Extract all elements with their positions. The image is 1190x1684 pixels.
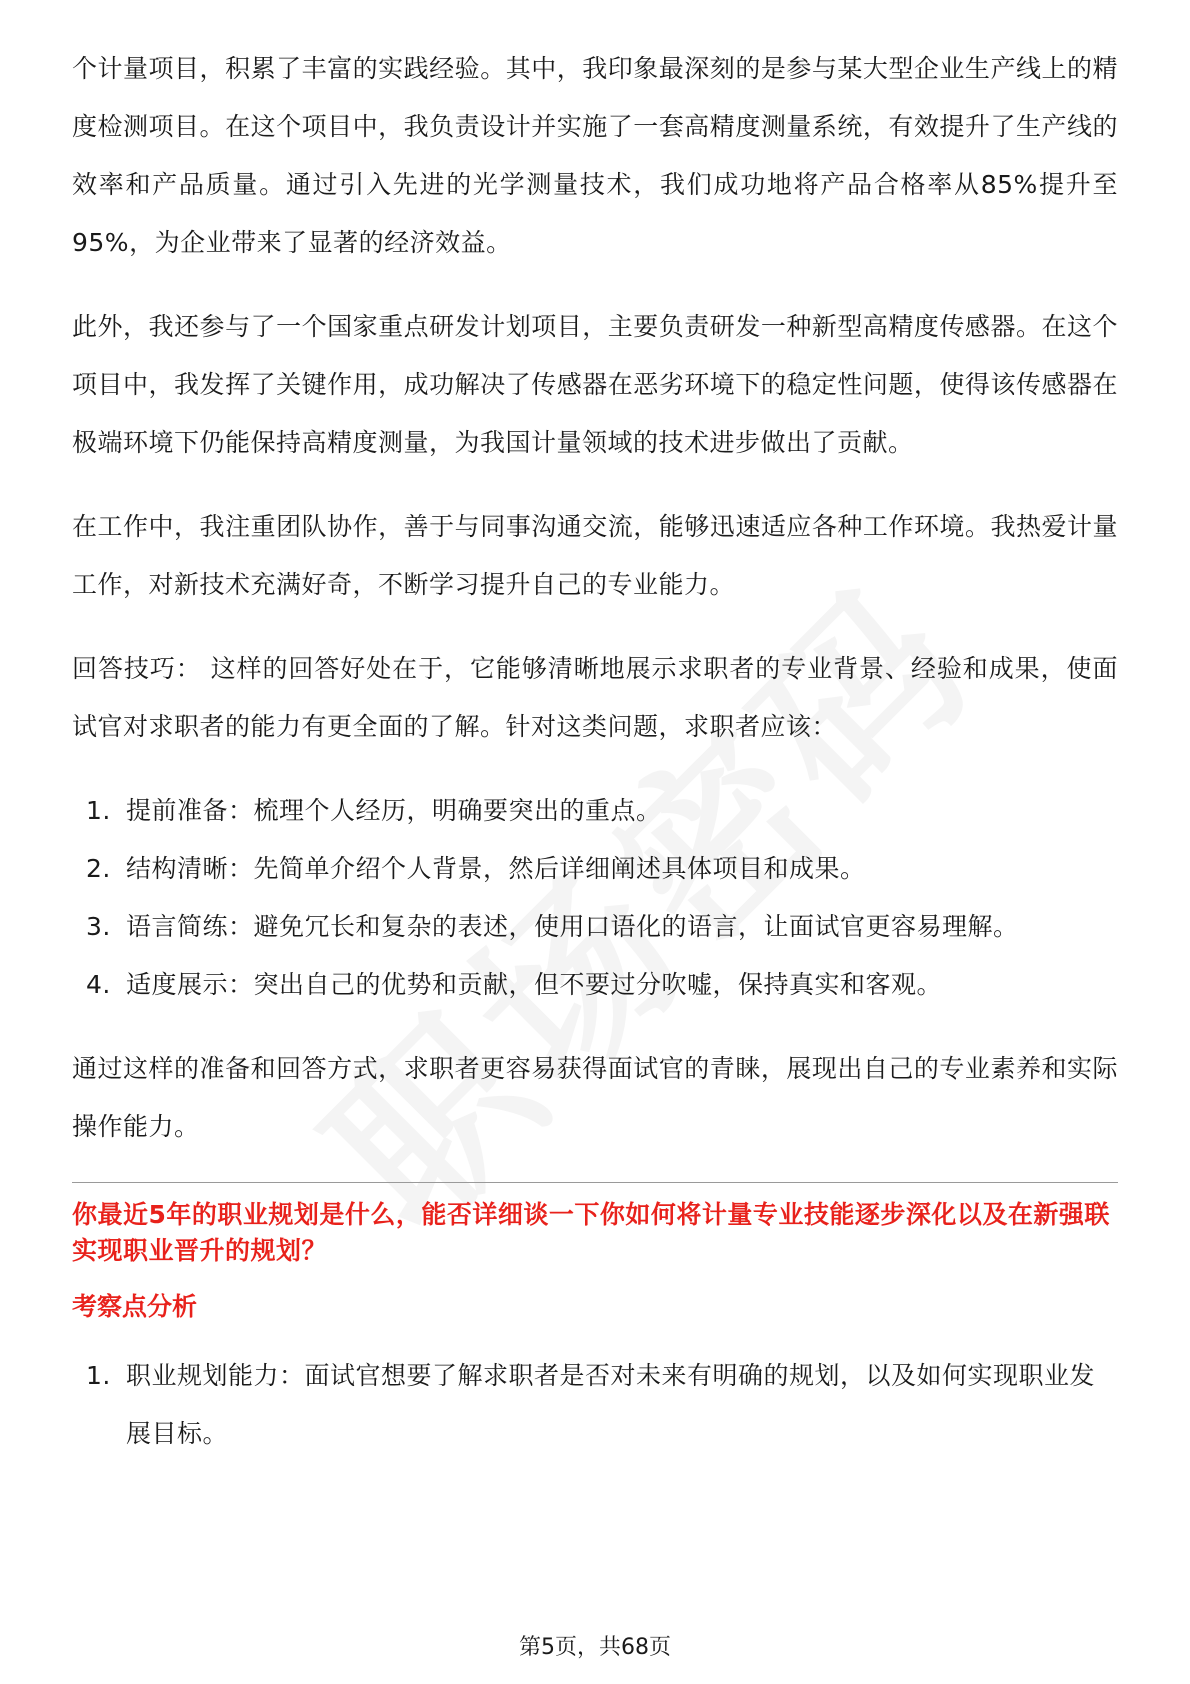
paragraph-answer-tips: 回答技巧： 这样的回答好处在于，它能够清晰地展示求职者的专业背景、经验和成果，使面试官对求职者的能力有更全面的了解。针对这类问题，求职者应该： (72, 654, 1118, 741)
list-item (72, 840, 1118, 898)
list-text: 结构清晰：先简单介绍个人背景，然后详细阐述具体项目和成果。 (126, 854, 866, 883)
document-page (72, 40, 1118, 1489)
list-item (72, 956, 1118, 1014)
list-text: 适度展示：突出自己的优势和贡献，但不要过分吹嘘，保持真实和客观。 (126, 970, 943, 999)
list-text: 语言简练：避免冗长和复杂的表述，使用口语化的语言，让面试官更容易理解。 (126, 912, 1019, 941)
list-item (72, 898, 1118, 956)
list-text: 提前准备：梳理个人经历，明确要突出的重点。 (126, 796, 662, 825)
list-number: 3. (86, 912, 111, 941)
paragraph-conclusion: 通过这样的准备和回答方式，求职者更容易获得面试官的青睐，展现出自己的专业素养和实际操作能力。 (72, 1054, 1118, 1141)
analysis-title: 考察点分析 (72, 1292, 198, 1321)
page-number: 第5页，共68页 (519, 1635, 671, 1660)
list-number: 2. (86, 854, 111, 883)
list-text: 职业规划能力：面试官想要了解求职者是否对未来有明确的规划，以及如何实现职业发展目标。 (126, 1361, 1096, 1448)
list-number: 1. (86, 796, 111, 825)
list-item (72, 1347, 1118, 1463)
section-divider (72, 1182, 1118, 1183)
paragraph-teamwork: 在工作中，我注重团队协作，善于与同事沟通交流，能够迅速适应各种工作环境。我热爱计量工作，对新技术充满好奇，不断学习提升自己的专业能力。 (72, 512, 1118, 599)
list-number: 1. (86, 1361, 111, 1390)
interview-question: 你最近5年的职业规划是什么，能否详细谈一下你如何将计量专业技能逐步深化以及在新强联实现职业晋升的规划？ (72, 1200, 1110, 1265)
list-item (72, 782, 1118, 840)
analysis-list (72, 1347, 1118, 1463)
tips-list (72, 782, 1118, 1014)
paragraph-project-experience: 个计量项目，积累了丰富的实践经验。其中，我印象最深刻的是参与某大型企业生产线上的精度检测项目。在这个项目中，我负责设计并实施了一套高精度测量系统，有效提升了生产线的效率和产品质量。通过引入先进的光学测量技术，我们成功地将产品合格率从85%提升至95%，为企业带来了显著的经济效益。 (72, 54, 1118, 257)
paragraph-sensor-project: 此外，我还参与了一个国家重点研发计划项目，主要负责研发一种新型高精度传感器。在这个项目中，我发挥了关键作用，成功解决了传感器在恶劣环境下的稳定性问题，使得该传感器在极端环境下仍能保持高精度测量，为我国计量领域的技术进步做出了贡献。 (72, 312, 1118, 457)
list-number: 4. (86, 970, 111, 999)
